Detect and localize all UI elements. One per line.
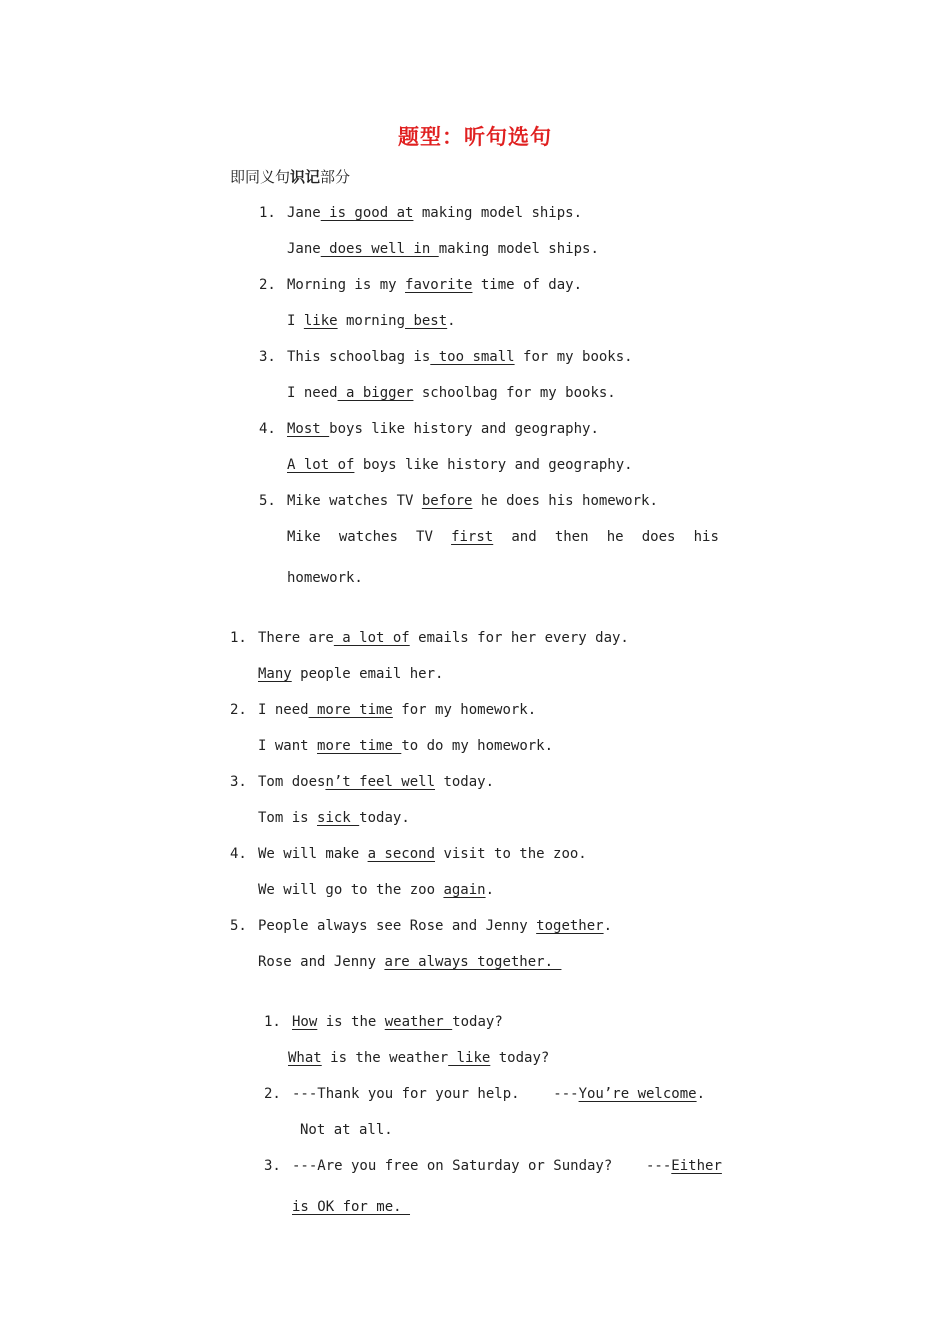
text: We will make: [258, 846, 368, 862]
item-number: 2.: [264, 1086, 281, 1102]
text: .: [485, 882, 495, 898]
text: visit to the zoo.: [435, 846, 587, 862]
s2-item1-b: [258, 664, 443, 684]
underlined-answer: like: [303, 313, 338, 329]
s1-item5-a: [259, 491, 658, 511]
s2-item2-a: [230, 700, 536, 720]
text: schoolbag for my books.: [413, 385, 616, 401]
text: today.: [359, 810, 410, 826]
s2-item5-a: [230, 916, 612, 936]
word: then: [554, 529, 589, 545]
s3-item2-a: [264, 1084, 705, 1104]
s1-item5-b: [287, 527, 719, 547]
text: boys like history and geography.: [329, 421, 599, 437]
item-number: 5.: [259, 493, 276, 509]
underlined-answer: a lot of: [333, 630, 410, 646]
text: I need: [287, 385, 338, 401]
s1-item3-b: [287, 383, 616, 403]
word: he: [606, 529, 624, 545]
s2-item5-b: [258, 952, 561, 972]
s2-item4-b: [258, 880, 494, 900]
text: Rose and Jenny: [258, 954, 385, 970]
underlined-answer: is good at: [320, 205, 414, 221]
text: is the: [317, 1014, 385, 1030]
text: Tom is: [258, 810, 318, 826]
text: making model ships.: [413, 205, 583, 221]
s2-item3-a: [230, 772, 494, 792]
text: Morning is my: [287, 277, 406, 293]
text: time of day.: [472, 277, 583, 293]
underlined-answer: best: [405, 313, 448, 329]
word: his: [693, 529, 719, 545]
item-number: 4.: [259, 421, 276, 437]
s1-item1-a: [259, 203, 582, 223]
item-number: 3.: [230, 774, 247, 790]
item-number: 3.: [259, 349, 276, 365]
text: today?: [490, 1050, 550, 1066]
intro-post: 部分: [320, 168, 351, 186]
underlined-answer: first: [451, 529, 494, 545]
s1-item3-a: [259, 347, 633, 367]
text: for my homework.: [392, 702, 537, 718]
text: Tom does: [258, 774, 326, 790]
s1-item2-b: [287, 311, 456, 331]
underlined-answer: too small: [430, 349, 515, 365]
text: Jane: [287, 205, 321, 221]
item-number: 1.: [264, 1014, 281, 1030]
text: I: [287, 313, 304, 329]
underlined-answer: sick: [317, 810, 360, 826]
s2-item1-a: [230, 628, 629, 648]
underlined-answer: again: [443, 882, 486, 898]
underlined-answer: like: [448, 1050, 491, 1066]
item-number: 3.: [264, 1158, 281, 1174]
text: ---Thank you for your help. ---: [292, 1086, 579, 1102]
text: Mike watches TV: [287, 493, 422, 509]
text: he does his homework.: [472, 493, 658, 509]
item-number: 1.: [259, 205, 276, 221]
text: for my books.: [514, 349, 633, 365]
underlined-answer: together: [536, 918, 604, 934]
s2-item4-a: [230, 844, 587, 864]
text: People always see Rose and Jenny: [258, 918, 537, 934]
intro-label: [230, 166, 350, 187]
item-number: 2.: [230, 702, 247, 718]
s1-item1-b: [287, 239, 599, 259]
item-number: 2.: [259, 277, 276, 293]
underlined-answer: more time: [317, 738, 402, 754]
underlined-answer: weather: [384, 1014, 453, 1030]
intro-bold: 识记: [290, 168, 321, 186]
underlined-answer: n’t feel well: [325, 774, 436, 790]
item-number: 1.: [230, 630, 247, 646]
s1-item2-a: [259, 275, 582, 295]
underlined-answer: are always together.: [384, 954, 562, 970]
s3-item3-b: [292, 1197, 410, 1217]
text: is the weather: [321, 1050, 449, 1066]
word: TV: [416, 529, 433, 545]
item-number: 5.: [230, 918, 247, 934]
text: today.: [435, 774, 495, 790]
s2-item3-b: [258, 808, 410, 828]
text: .: [696, 1086, 706, 1102]
underlined-answer: Either: [671, 1158, 722, 1174]
intro-pre: 即同义句: [230, 168, 291, 186]
s3-item1-b: [288, 1048, 549, 1068]
s2-item2-b: [258, 736, 553, 756]
text: .: [447, 313, 456, 329]
text: to do my homework.: [401, 738, 554, 754]
underlined-answer: favorite: [405, 277, 473, 293]
text: There are: [258, 630, 334, 646]
s1-item4-b: [287, 455, 633, 475]
underlined-answer: a second: [367, 846, 436, 862]
text: .: [603, 918, 613, 934]
text: today?: [452, 1014, 503, 1030]
text: This schoolbag is: [287, 349, 431, 365]
s1-item5-b-cont: homework.: [287, 570, 363, 586]
underlined-answer: A lot of: [287, 457, 355, 473]
underlined-answer: a bigger: [337, 385, 414, 401]
word: Mike: [287, 529, 321, 545]
s3-item3-a: [264, 1156, 722, 1176]
underlined-answer: Most: [287, 421, 330, 437]
text: boys like history and geography.: [354, 457, 633, 473]
underlined-answer: more time: [308, 702, 393, 718]
word: watches: [338, 529, 398, 545]
underlined-answer: What: [288, 1050, 322, 1066]
underlined-answer: Many: [258, 666, 292, 682]
text: I want: [258, 738, 318, 754]
text: making model ships.: [438, 241, 599, 257]
page-title: 题型：听句选句: [398, 125, 552, 149]
s3-item1-a: [264, 1012, 503, 1032]
text: emails for her every day.: [409, 630, 629, 646]
text: We will go to the zoo: [258, 882, 444, 898]
s1-item4-a: [259, 419, 599, 439]
text: morning: [337, 313, 406, 329]
text: people email her.: [291, 666, 444, 682]
underlined-answer: How: [292, 1014, 318, 1030]
text: Jane: [287, 241, 321, 257]
text: ---Are you free on Saturday or Sunday? ---: [292, 1158, 672, 1174]
text: I need: [258, 702, 309, 718]
word: does: [641, 529, 676, 545]
underlined-answer: before: [421, 493, 473, 509]
underlined-answer: does well in: [320, 241, 439, 257]
s3-item2-b: Not at all.: [300, 1122, 393, 1138]
item-number: 4.: [230, 846, 247, 862]
underlined-answer: You’re welcome: [578, 1086, 697, 1102]
word: and: [511, 529, 537, 545]
underlined-answer: is OK for me.: [292, 1199, 411, 1215]
